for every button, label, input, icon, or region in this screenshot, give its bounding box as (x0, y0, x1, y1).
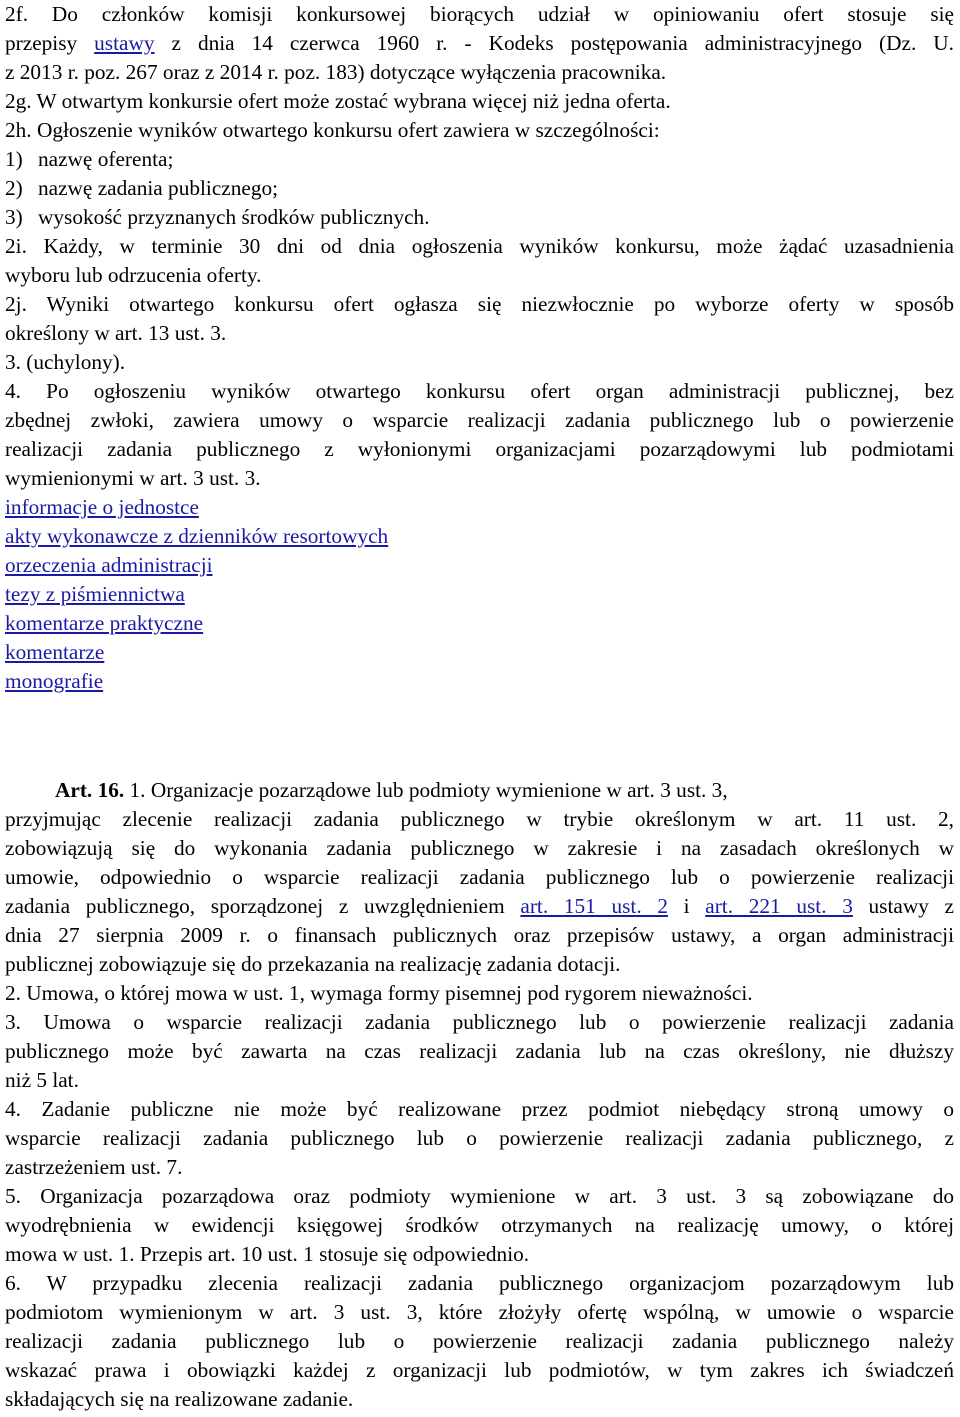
p2i-line1: 2i. Każdy, w terminie 30 dni od dnia ogłoszenia wyników konkursu, może żądać uzasadnienia (5, 234, 954, 258)
link-informacje-o-jednostce[interactable]: informacje o jednostce (5, 495, 199, 519)
art16-p6-line5: składających się na realizowane zadanie. (5, 1387, 354, 1411)
section-top (5, 0, 954, 696)
link-row-2 (5, 522, 954, 551)
p2f-line2-pre: przepisy (5, 31, 95, 55)
link-monografie[interactable]: monografie (5, 669, 104, 693)
art16-p5-line2: wyodrębnienia w ewidencji księgowej środków otrzymanych na realizację umowy, o której (5, 1213, 954, 1237)
link-tezy-z-pismiennictwa[interactable]: tezy z piśmiennictwa (5, 582, 185, 606)
p2f-line1: 2f. Do członków komisji konkursowej biorących udział w opiniowaniu ofert stosuje się (5, 2, 954, 26)
art16-label: Art. 16. (55, 778, 125, 802)
p4-line3: realizacji zadania publicznego z wyłonionymi organizacjami pozarządowymi lub podmiotami (5, 437, 954, 461)
art-151-ust-2-link[interactable]: art. 151 ust. 2 (520, 894, 668, 918)
art16-p6-line1: 6. W przypadku zlecenia realizacji zadania publicznego organizacjom pozarządowym lub (5, 1271, 954, 1295)
art16-p1-line7: publicznej zobowiązuje się do przekazania na realizację zadania dotacji. (5, 952, 621, 976)
art16-p2: 2. Umowa, o której mowa w ust. 1, wymaga formy pisemnej pod rygorem nieważności. (5, 981, 753, 1005)
link-row-5 (5, 609, 954, 638)
p2h-item-3-num: 3) (5, 205, 23, 229)
art-221-ust-3-link[interactable]: art. 221 ust. 3 (705, 894, 853, 918)
p2h-item-3-text: wysokość przyznanych środków publicznych. (38, 205, 430, 229)
art16-p4-line3: zastrzeżeniem ust. 7. (5, 1155, 183, 1179)
p2h-intro: 2h. Ogłoszenie wyników otwartego konkursu ofert zawiera w szczególności: (5, 118, 660, 142)
p2f-line2 (5, 29, 954, 58)
p2f-line2-post: z dnia 14 czerwca 1960 r. - Kodeks postępowania administracyjnego (Dz. U. (154, 31, 954, 55)
art16-p1-line2: przyjmując zlecenie realizacji zadania publicznego w trybie określonym w art. 11 ust. 2, (5, 807, 954, 831)
p2g: 2g. W otwartym konkursie ofert może zostać wybrana więcej niż jedna oferta. (5, 89, 671, 113)
p2h-item-2 (5, 174, 954, 203)
link-row-7 (5, 667, 954, 696)
link-akty-wykonawcze[interactable]: akty wykonawcze z dzienników resortowych (5, 524, 389, 548)
p2h-item-3 (5, 203, 954, 232)
art16-p1-line1 (5, 776, 954, 805)
art16-p1-line6: dnia 27 sierpnia 2009 r. o finansach publicznych oraz przepisów ustawy, a organ administracji (5, 923, 954, 947)
art16-p1-line1-rest: 1. Organizacje pozarządowe lub podmioty wymienione w art. 3 ust. 3, (124, 778, 728, 802)
p2h-item-2-text: nazwę zadania publicznego; (38, 176, 279, 200)
art16-p1-line5-pre: zadania publicznego, sporządzonej z uwzględnieniem (5, 894, 521, 918)
article-16 (5, 776, 954, 1414)
art16-p6-line2: podmiotom wymienionym w art. 3 ust. 3, które złożyły ofertę wspólną, w umowie o wsparcie (5, 1300, 954, 1324)
art16-p1-line3: zobowiązują się do wykonania zadania publicznego w zakresie i na zasadach określonych w (5, 836, 954, 860)
art16-p1-line5-mid: i (667, 894, 706, 918)
p2j-line2: określony w art. 13 ust. 3. (5, 321, 227, 345)
link-row-6 (5, 638, 954, 667)
p2h-item-2-num: 2) (5, 176, 23, 200)
art16-p5-line1: 5. Organizacja pozarządowa oraz podmioty wymienione w art. 3 ust. 3 są zobowiązane do (5, 1184, 954, 1208)
link-row-4 (5, 580, 954, 609)
link-komentarze-praktyczne[interactable]: komentarze praktyczne (5, 611, 204, 635)
art16-p6-line3: realizacji zadania publicznego lub o powierzenie realizacji zadania publicznego należy (5, 1329, 954, 1353)
p2h-item-1 (5, 145, 954, 174)
link-row-1 (5, 493, 954, 522)
art16-p1-line5 (5, 892, 954, 921)
p4-line1: 4. Po ogłoszeniu wyników otwartego konkursu ofert organ administracji publicznej, bez (5, 379, 954, 403)
p2j-line1: 2j. Wyniki otwartego konkursu ofert ogłasza się niezwłocznie po wyborze oferty w sposób (5, 292, 954, 316)
p3-uchylony: 3. (uchylony). (5, 350, 126, 374)
art16-p1-line5-post: ustawy z (852, 894, 954, 918)
art16-p1-line4: umowie, odpowiednio o wsparcie realizacji zadania publicznego lub o powierzenie realizacji (5, 865, 954, 889)
art16-p4-line2: wsparcie realizacji zadania publicznego lub o powierzenie realizacji zadania publicznego, z (5, 1126, 954, 1150)
p4-line2: zbędnej zwłoki, zawiera umowy o wsparcie realizacji zadania publicznego lub o powierzenie (5, 408, 954, 432)
p4-line4: wymienionymi w art. 3 ust. 3. (5, 466, 261, 490)
link-orzeczenia-administracji[interactable]: orzeczenia administracji (5, 553, 213, 577)
art16-p3-line2: publicznego może być zawarta na czas realizacji zadania lub na czas określony, nie dłuższy (5, 1039, 954, 1063)
art16-p5-line3: mowa w ust. 1. Przepis art. 10 ust. 1 stosuje się odpowiednio. (5, 1242, 530, 1266)
art16-p3-line3: niż 5 lat. (5, 1068, 79, 1092)
p2h-item-1-text: nazwę oferenta; (38, 147, 174, 171)
ustawy-link[interactable]: ustawy (94, 31, 155, 55)
link-row-3 (5, 551, 954, 580)
art16-p6-line4: wskazać prawa i obowiązki każdej z organizacji lub podmiotów, w tym zakres ich świadczeń (5, 1358, 954, 1382)
art16-p3-line1: 3. Umowa o wsparcie realizacji zadania publicznego lub o powierzenie realizacji zadania (5, 1010, 954, 1034)
p2h-item-1-num: 1) (5, 147, 23, 171)
link-komentarze[interactable]: komentarze (5, 640, 105, 664)
p2f-line3: z 2013 r. poz. 267 oraz z 2014 r. poz. 183) dotyczące wyłączenia pracownika. (5, 60, 667, 84)
p2i-line2: wyboru lub odrzucenia oferty. (5, 263, 262, 287)
art16-p4-line1: 4. Zadanie publiczne nie może być realizowane przez podmiot niebędący stroną umowy o (5, 1097, 954, 1121)
